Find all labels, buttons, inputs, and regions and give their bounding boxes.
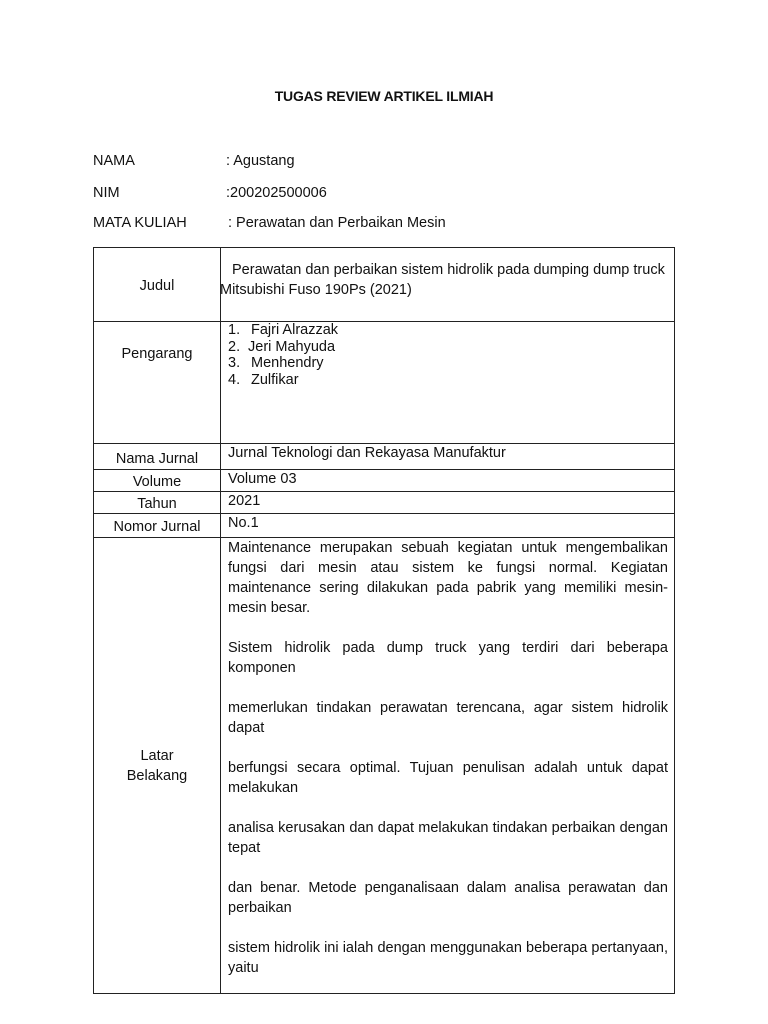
pengarang-label-cell bbox=[94, 322, 221, 444]
latar-paragraph: dan benar. Metode penganalisaan dalam analisa perawatan dan perbaikan bbox=[228, 880, 668, 916]
matkul-value: : Perawatan dan Perbaikan Mesin bbox=[228, 215, 446, 231]
author-name: Zulfikar bbox=[251, 371, 299, 388]
nama-jurnal-value: Jurnal Teknologi dan Rekayasa Manufaktur bbox=[228, 445, 506, 461]
volume-label-cell bbox=[94, 470, 221, 492]
tahun-value-cell bbox=[221, 492, 675, 514]
volume-value-cell bbox=[221, 470, 675, 492]
row-nama-jurnal bbox=[94, 444, 675, 470]
row-judul bbox=[94, 248, 675, 322]
tahun-value: 2021 bbox=[228, 493, 261, 509]
list-item bbox=[228, 339, 668, 356]
authors-list bbox=[228, 322, 668, 388]
judul-label: Judul bbox=[139, 277, 175, 294]
latar-value-cell bbox=[221, 538, 675, 994]
nomor-value: No.1 bbox=[228, 515, 259, 531]
latar-paragraph: analisa kerusakan dan dapat melakukan tindakan perbaikan dengan tepat bbox=[228, 820, 668, 856]
volume-value: Volume 03 bbox=[228, 471, 297, 487]
judul-value-cell bbox=[221, 248, 675, 322]
row-tahun bbox=[94, 492, 675, 514]
list-item bbox=[228, 372, 668, 389]
author-number: 1. bbox=[228, 322, 241, 338]
volume-label: Volume bbox=[132, 474, 182, 490]
latar-paragraph: memerlukan tindakan perawatan terencana, agar sistem hidrolik dapat bbox=[228, 700, 668, 736]
pengarang-value-cell bbox=[221, 322, 675, 444]
row-nomor-jurnal bbox=[94, 514, 675, 538]
nim-label: NIM bbox=[93, 185, 120, 201]
latar-label-cell bbox=[94, 538, 221, 994]
nama-jurnal-label: Nama Jurnal bbox=[115, 451, 199, 467]
list-item bbox=[228, 322, 668, 339]
latar-paragraph: Sistem hidrolik pada dump truck yang terdiri dari beberapa komponen bbox=[228, 640, 668, 676]
latar-label-line-1: Latar bbox=[140, 747, 174, 764]
tahun-label-cell bbox=[94, 492, 221, 514]
latar-paragraph: Maintenance merupakan sebuah kegiatan untuk mengembalikan fungsi dari mesin atau sistem ke fungsi normal. Kegiatan maintenance sering dilakukan pada pabrik yang memiliki mesin-mesin besar. bbox=[228, 540, 668, 616]
author-number: 4. bbox=[228, 371, 241, 388]
author-number: 3. bbox=[228, 355, 241, 371]
nomor-label: Nomor Jurnal bbox=[113, 519, 201, 535]
matkul-label: MATA KULIAH bbox=[93, 215, 187, 231]
nim-value: :200202500006 bbox=[226, 185, 327, 201]
row-volume bbox=[94, 470, 675, 492]
nama-jurnal-label-cell bbox=[94, 444, 221, 470]
nomor-value-cell bbox=[221, 514, 675, 538]
tahun-label: Tahun bbox=[137, 496, 177, 512]
nama-jurnal-value-cell bbox=[221, 444, 675, 470]
author-name: Fajri Alrazzak bbox=[251, 322, 339, 338]
row-pengarang bbox=[94, 322, 675, 444]
author-name: Jeri Mahyuda bbox=[248, 338, 336, 355]
review-table bbox=[93, 247, 675, 994]
latar-paragraph: sistem hidrolik ini ialah dengan menggunakan beberapa pertanyaan, yaitu bbox=[228, 940, 668, 976]
nomor-label-cell bbox=[94, 514, 221, 538]
latar-label-line-2: Belakang bbox=[126, 767, 188, 784]
row-latar-belakang bbox=[94, 538, 675, 994]
judul-label-cell bbox=[94, 248, 221, 322]
latar-paragraph: berfungsi secara optimal. Tujuan penulisan adalah untuk dapat melakukan bbox=[228, 760, 668, 796]
judul-value: Perawatan dan perbaikan sistem hidrolik pada dumping dump truck Mitsubishi Fuso 190Ps (2021) bbox=[220, 262, 665, 298]
author-name: Menhendry bbox=[251, 355, 324, 371]
list-item bbox=[228, 355, 668, 372]
document-title: TUGAS REVIEW ARTIKEL ILMIAH bbox=[274, 88, 494, 104]
author-number: 2. bbox=[228, 338, 241, 355]
nama-value: : Agustang bbox=[226, 153, 295, 169]
nama-label: NAMA bbox=[93, 153, 135, 169]
pengarang-label: Pengarang bbox=[121, 346, 193, 362]
